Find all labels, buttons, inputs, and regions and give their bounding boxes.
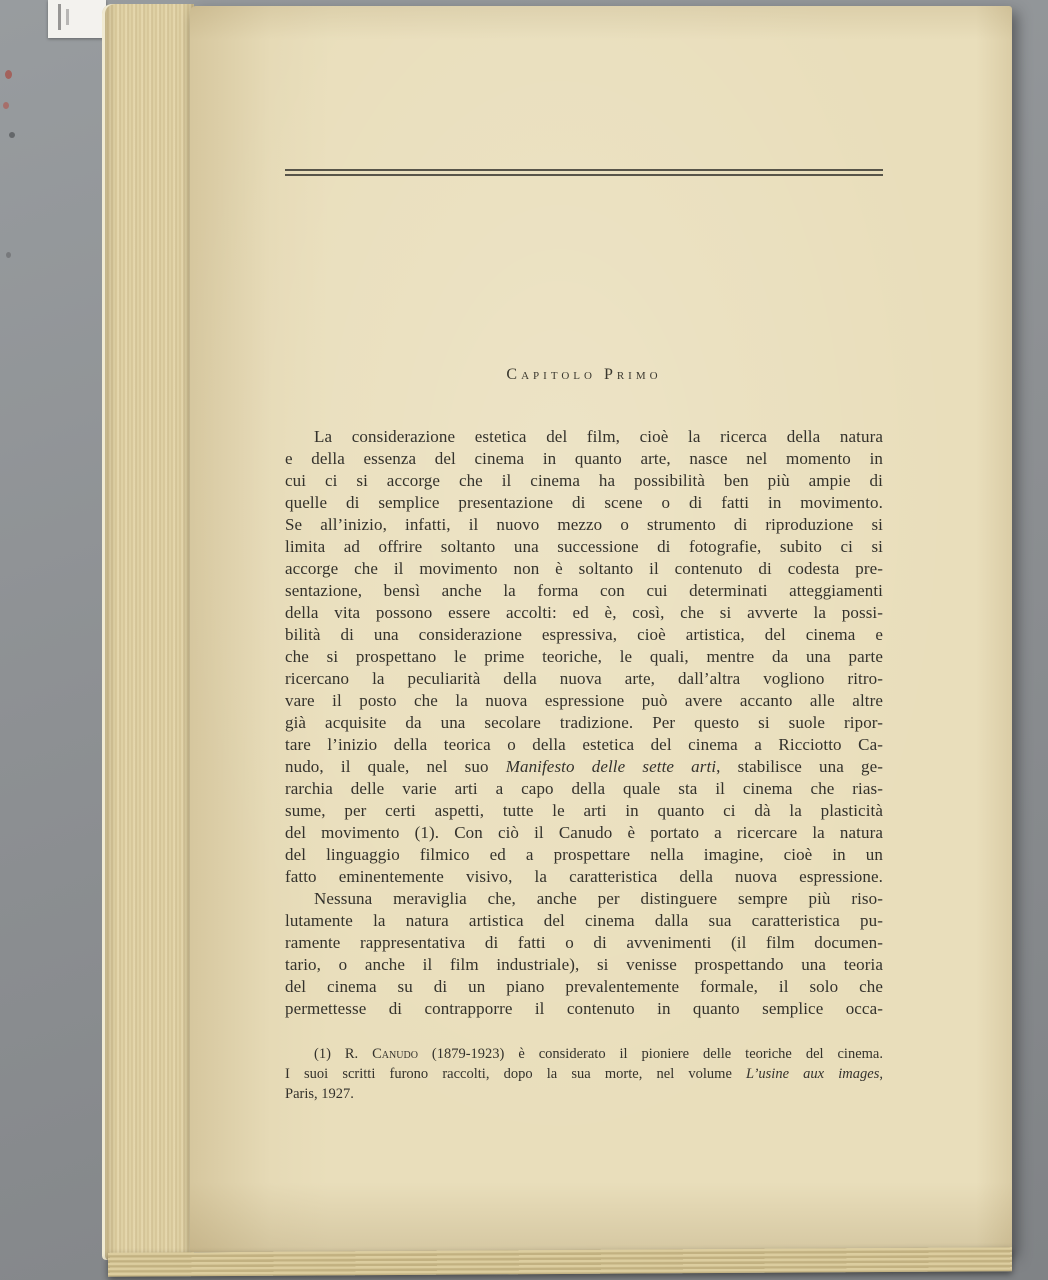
text-run: I suoi scritti furono raccolti, dopo la sua morte, nel volume — [285, 1066, 747, 1082]
text-run: nudo, il quale, nel suo — [285, 757, 506, 776]
text-run: , — [879, 1066, 883, 1082]
text-run: sume, per certi aspetti, tutte le arti in quanto ci dà la plasticità — [285, 801, 883, 820]
text-run: Nessuna meraviglia che, anche per distinguere sempre più riso- — [314, 889, 883, 908]
text-line — [285, 954, 883, 976]
text-line — [285, 844, 883, 866]
dust-speck — [5, 70, 12, 79]
text-line — [285, 536, 883, 558]
dust-speck — [3, 102, 9, 109]
chapter-title: Capitolo Primo — [506, 366, 662, 383]
text-line — [285, 690, 883, 712]
smallcaps-text: Canudo — [372, 1046, 418, 1062]
text-run: vare il posto che la nuova espressione può avere accanto alle altre — [285, 691, 883, 710]
text-line — [285, 1084, 883, 1104]
dust-speck — [6, 252, 11, 258]
text-line — [285, 580, 883, 602]
label-text-fragment — [58, 4, 61, 30]
page-bottom-edges — [108, 1247, 1012, 1277]
text-line — [285, 492, 883, 514]
text-run: accorge che il movimento non è soltanto il contenuto di codesta pre- — [285, 559, 883, 578]
body-text — [285, 426, 883, 1020]
text-run: (1879-1923) è considerato il pioniere delle teoriche del cinema. — [417, 1046, 883, 1062]
text-line — [285, 470, 883, 492]
text-line — [285, 800, 883, 822]
italic-text: Manifesto delle sette arti — [505, 757, 717, 776]
text-line — [285, 1044, 883, 1064]
text-run: tare l’inizio della teorica o della estetica del cinema a Ricciotto Ca- — [285, 735, 883, 754]
text-line — [285, 910, 883, 932]
text-run: bilità di una considerazione espressiva, cioè artistica, del cinema e — [285, 625, 883, 644]
text-run: lutamente la natura artistica del cinema dalla sua caratteristica pu- — [285, 911, 883, 930]
text-run: Paris, 1927. — [285, 1086, 354, 1102]
paragraph — [285, 888, 883, 1020]
text-run: del linguaggio filmico ed a prospettare nella imagine, cioè in un — [285, 845, 883, 864]
paragraph — [285, 426, 883, 888]
text-line — [285, 888, 883, 910]
text-line — [285, 976, 883, 998]
text-line — [285, 426, 883, 448]
text-line — [285, 998, 883, 1020]
page-edge-stack — [102, 4, 194, 1260]
text-run: del movimento (1). Con ciò il Canudo è portato a ricercare la natura — [285, 823, 883, 842]
text-line — [285, 602, 883, 624]
text-run: della vita possono essere accolti: ed è, così, che si avverte la possi- — [285, 603, 883, 622]
text-line — [285, 778, 883, 800]
text-run: e della essenza del cinema in quanto arte, nasce nel momento in — [285, 449, 883, 468]
text-run: limita ad offrire soltanto una successione di fotografie, subito ci si — [285, 537, 883, 556]
text-column — [285, 6, 883, 1104]
text-run: ricercano la peculiarità della nuova arte, dall’altra vogliono ritro- — [285, 669, 883, 688]
italic-text: L’usine aux images — [746, 1066, 880, 1082]
book-page — [190, 6, 1012, 1252]
text-line — [285, 756, 883, 778]
text-run: sentazione, bensì anche la forma con cui determinati atteggiamenti — [285, 581, 883, 600]
text-line — [285, 646, 883, 668]
text-line — [285, 932, 883, 954]
text-run: già acquisite da una secolare tradizione. Per questo si suole ripor- — [285, 713, 883, 732]
text-run: Se all’inizio, infatti, il nuovo mezzo o strumento di riproduzione si — [285, 515, 883, 534]
dust-speck — [9, 132, 15, 138]
text-run: ramente rappresentativa di fatti o di avvenimenti (il film documen- — [285, 933, 883, 952]
text-run: La considerazione estetica del film, cioè la ricerca della natura — [314, 427, 883, 446]
text-run: (1) R. — [314, 1046, 373, 1062]
double-rule — [285, 169, 883, 176]
text-line — [285, 668, 883, 690]
text-run: permettesse di contrapporre il contenuto in quanto semplice occa- — [285, 999, 883, 1018]
shelf-label — [48, 0, 106, 38]
text-line — [285, 448, 883, 470]
text-run: del cinema su di un piano prevalentemente formale, il solo che — [285, 977, 883, 996]
text-run: quelle di semplice presentazione di scene o di fatti in movimento. — [285, 493, 883, 512]
text-line — [285, 624, 883, 646]
text-run: fatto eminentemente visivo, la caratteristica della nuova espressione. — [285, 867, 883, 886]
text-run: , stabilisce una ge- — [716, 757, 883, 776]
text-run: cui ci si accorge che il cinema ha possibilità ben più ampie di — [285, 471, 883, 490]
text-run: che si prospettano le prime teoriche, le quali, mentre da una parte — [285, 647, 883, 666]
text-line — [285, 1064, 883, 1084]
label-text-fragment — [66, 9, 69, 25]
text-line — [285, 558, 883, 580]
text-run: rarchia delle varie arti a capo della quale sta il cinema che rias- — [285, 779, 883, 798]
text-line — [285, 514, 883, 536]
footnote — [285, 1044, 883, 1104]
text-line — [285, 866, 883, 888]
text-line — [285, 712, 883, 734]
text-line — [285, 734, 883, 756]
text-line — [285, 822, 883, 844]
text-run: tario, o anche il film industriale), si venisse prospettando una teoria — [285, 955, 883, 974]
